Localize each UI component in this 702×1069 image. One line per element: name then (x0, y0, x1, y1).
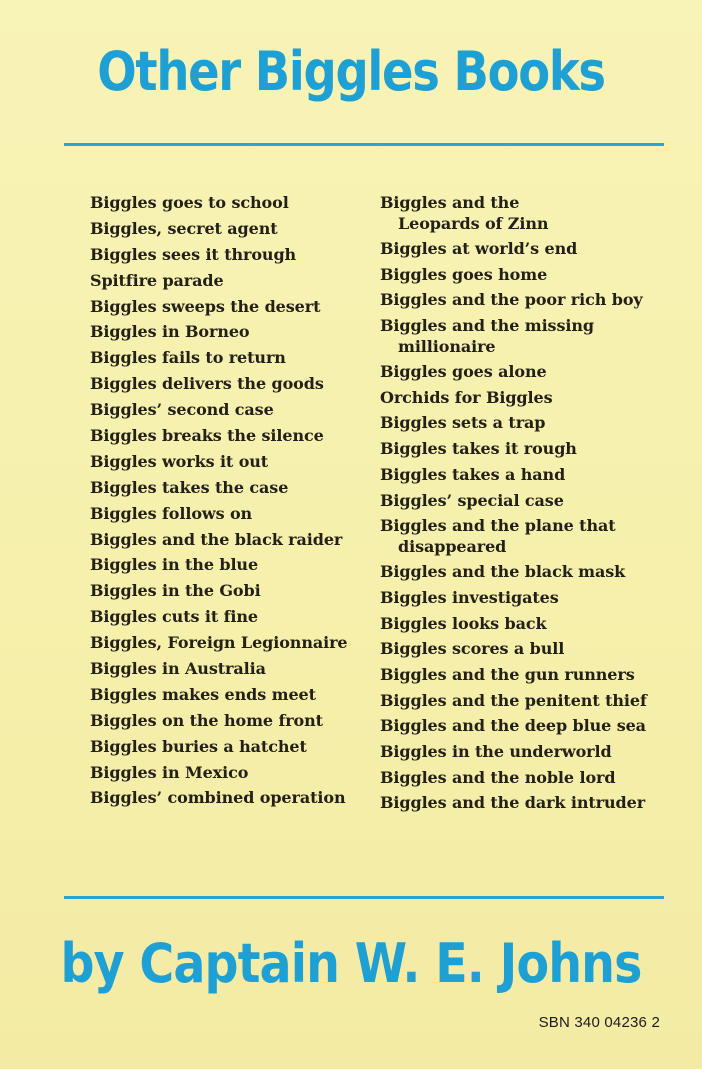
book-title: Biggles breaks the silence (90, 426, 324, 446)
book-list-left (90, 192, 360, 813)
book-title: Biggles on the home front (90, 710, 323, 730)
book-title-line: Biggles and the plane that (380, 516, 616, 536)
book-title (380, 412, 680, 438)
book-title (380, 561, 680, 587)
book-title: Biggles buries a hatchet (90, 736, 307, 756)
book-title: Biggles fails to return (90, 348, 286, 368)
book-title-line: Biggles investigates (380, 587, 559, 607)
book-title-line: Biggles and the (380, 193, 520, 212)
book-title: Biggles sees it through (90, 244, 297, 264)
author-line: by Captain W. E. Johns (60, 932, 642, 995)
book-title-line: Biggles and the poor rich boy (380, 290, 643, 310)
book-title (380, 638, 680, 664)
book-title-line: Biggles goes alone (380, 362, 547, 382)
book-title-line: Biggles goes home (380, 264, 548, 284)
book-title: Biggles’ second case (90, 400, 274, 420)
book-title (380, 361, 680, 387)
book-title (380, 464, 680, 490)
book-list-right (380, 192, 680, 818)
bottom-divider (64, 896, 664, 899)
book-title (380, 690, 680, 716)
book-title-line: Biggles and the dark intruder (380, 793, 646, 813)
book-title (380, 238, 680, 264)
book-title: Biggles in Borneo (90, 322, 250, 342)
top-divider (64, 143, 664, 146)
book-title: Biggles goes to school (90, 193, 289, 212)
book-title (380, 767, 680, 793)
book-title-continuation: millionaire (398, 337, 496, 357)
page-title: Other Biggles Books (97, 40, 605, 103)
book-title-line: Biggles and the missing (380, 316, 594, 336)
book-title (380, 741, 680, 767)
book-title (380, 289, 680, 315)
book-title: Biggles, secret agent (90, 218, 278, 238)
book-title-line: Biggles takes it rough (380, 439, 577, 459)
book-title: Biggles, Foreign Legionnaire (90, 633, 348, 653)
book-title-line: Biggles and the penitent thief (380, 690, 647, 710)
book-title: Biggles sweeps the desert (90, 296, 321, 316)
book-title-continuation: Leopards of Zinn (398, 214, 549, 233)
book-title: Biggles delivers the goods (90, 374, 324, 394)
book-title: Biggles in the blue (90, 555, 259, 575)
book-title: Biggles cuts it fine (90, 607, 258, 627)
book-title-line: Biggles and the deep blue sea (380, 716, 646, 736)
book-title: Biggles makes ends meet (90, 684, 316, 704)
book-title: Biggles and the black raider (90, 529, 343, 549)
book-title-continuation: disappeared (398, 537, 507, 557)
book-title (380, 715, 680, 741)
book-title: Spitfire parade (90, 270, 224, 290)
book-title (380, 490, 680, 516)
book-title (380, 192, 680, 238)
book-title: Biggles takes the case (90, 477, 289, 497)
book-title (380, 587, 680, 613)
book-title (380, 315, 680, 361)
book-title-line: Biggles in the underworld (380, 742, 612, 761)
book-title: Biggles in the Gobi (90, 581, 261, 601)
book-title-line: Biggles looks back (380, 613, 547, 633)
book-title (380, 264, 680, 290)
book-title (380, 438, 680, 464)
book-title (380, 613, 680, 639)
book-title: Biggles in Australia (90, 659, 266, 679)
book-title: Biggles works it out (90, 451, 269, 471)
book-title-line: Biggles scores a bull (380, 639, 565, 659)
book-title-line: Biggles and the black mask (380, 562, 626, 582)
book-title: Biggles follows on (90, 503, 253, 523)
book-title-line: Biggles sets a trap (380, 413, 546, 433)
book-title: Biggles’ combined operation (90, 788, 346, 808)
book-title (380, 387, 680, 413)
sbn-number: SBN 340 04236 2 (538, 1014, 660, 1031)
book-title: Biggles in Mexico (90, 762, 249, 782)
book-title (380, 792, 680, 818)
book-title-line: Biggles at world’s end (380, 239, 578, 258)
book-title-line: Orchids for Biggles (380, 387, 553, 407)
book-title-line: Biggles and the noble lord (380, 767, 616, 787)
book-title (380, 515, 680, 561)
book-title (380, 664, 680, 690)
book-title-line: Biggles’ special case (380, 490, 564, 510)
book-title-line: Biggles and the gun runners (380, 664, 635, 684)
book-title-line: Biggles takes a hand (380, 464, 566, 484)
